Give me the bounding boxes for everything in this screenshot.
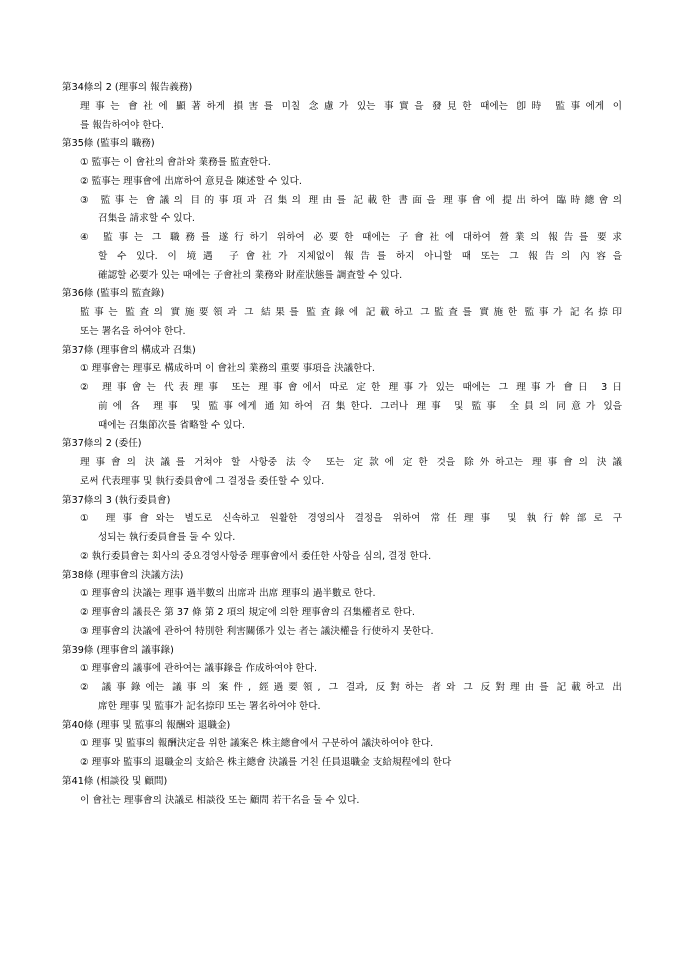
clause-continuation-line: 前에 各 理事 및 監事에게 通知하여 召集한다. 그러나 理事 및 監事 全員의 同意가 있을	[98, 400, 622, 412]
article-heading: 第39條 (理事會의 議事錄)	[62, 644, 174, 656]
article-text-line: 로써 代表理事 및 執行委員會에 그 결정을 委任할 수 있다.	[80, 475, 325, 487]
clause-line: ② 議事錄에는 議事의 案件, 經過要領, 그 결과, 反對하는 者와 그 反對理由를 記載하고 出	[80, 682, 622, 693]
clause-continuation-line: 성되는 執行委員會를 둘 수 있다.	[98, 532, 236, 543]
article-text-line: 理事는 會社에 顯著하게 損害를 미칠 念慮가 있는 事實을 發見한 때에는 卽時 監事에게 이	[80, 100, 622, 112]
clause-continuation-line: 召集을 請求할 수 있다.	[98, 213, 195, 225]
article-heading: 第40條 (理事 및 監事의 報酬와 退職金)	[62, 719, 231, 731]
clause-line: ② 理事會는 代表理事 또는 理事會에서 따로 定한 理事가 있는 때에는 그 理事가 會日 3日	[80, 382, 622, 393]
clause-line: ① 理事會의 決議는 理事 過半數의 出席과 出席 理事의 過半數로 한다.	[80, 588, 376, 600]
clause-continuation-line: 席한 理事 및 監事가 記名捺印 또는 署名하여야 한다.	[98, 700, 321, 712]
clause-line: ① 理事會와는 별도로 신속하고 원활한 경영의사 결정을 위하여 常任理事 및 執行幹部로 구	[80, 513, 622, 525]
clause-line: ② 理事會의 議長은 第 37 條 第 2 項의 規定에 의한 理事會의 召集權者로 한다.	[80, 607, 415, 618]
clause-line: ④ 監事는 그 職務를 遂行하기 위하여 必要한 때에는 子會社에 대하여 營業의 報告를 要求	[80, 232, 622, 243]
article-heading: 第35條 (監事의 職務)	[62, 138, 155, 150]
article-text-line: 理事會의 決議를 거쳐야 할 사항중 法令 또는 定款에 定한 것을 除外하고는 理事會의 決議	[80, 457, 622, 468]
clause-line: ② 監事는 理事會에 出席하여 意見을 陳述할 수 있다.	[80, 175, 302, 187]
document-body	[62, 79, 622, 810]
clause-line: ① 理事 및 監事의 報酬決定을 위한 議案은 株主總會에서 구분하여 議決하여야 한다.	[80, 738, 434, 750]
clause-continuation-line: 確認할 必要가 있는 때에는 子會社의 業務와 財産狀態를 調査할 수 있다.	[98, 269, 403, 281]
article-heading: 第37條 (理事會의 構成과 召集)	[62, 344, 196, 356]
article-text-line: 이 會社는 理事會의 決議로 相談役 또는 顧問 若干名을 둘 수 있다.	[80, 794, 360, 806]
clause-continuation-line: 할 수 있다. 이 境遇 子會社가 지체없이 報告를 하지 아니할 때 또는 그 報告의 內容을	[98, 250, 622, 262]
article-heading: 第34條의 2 (理事의 報告義務)	[62, 82, 193, 93]
clause-line: ③ 監事는 會議의 目的事項과 召集의 理由를 記載한 書面을 理事會에 提出하여 臨時總會의	[80, 194, 622, 206]
clause-line: ③ 理事會의 決議에 관하여 特別한 利害關係가 있는 者는 議決權을 行使하지 못한다.	[80, 625, 434, 637]
article-text-line: 를 報告하여야 한다.	[80, 119, 164, 131]
clause-line: ① 監事는 이 會社의 會計와 業務를 監査한다.	[80, 157, 271, 168]
clause-line: ① 理事會는 理事로 構成하며 이 會社의 業務의 重要 事項을 決議한다.	[80, 363, 375, 375]
article-text-line: 監事는 監査의 實施要領과 그 結果를 監査錄에 記載하고 그監査를 實施한 監事가 記名捺印	[80, 307, 622, 318]
clause-line: ① 理事會의 議事에 관하여는 議事錄을 作成하여야 한다.	[80, 663, 318, 675]
clause-line: ② 執行委員會는 회사의 중요경영사항중 理事會에서 委任한 사항을 심의, 결정 한다.	[80, 550, 432, 562]
article-heading: 第37條의 2 (委任)	[62, 438, 142, 450]
clause-line: ② 理事와 監事의 退職金의 支給은 株主總會 決議를 거친 任員退職金 支給規程에의 한다	[80, 757, 452, 768]
article-heading: 第36條 (監事의 監査錄)	[62, 288, 165, 300]
clause-continuation-line: 때에는 召集節次를 省略할 수 있다.	[98, 419, 245, 431]
article-heading: 第38條 (理事會의 決議方法)	[62, 569, 184, 581]
article-text-line: 또는 署名을 하여야 한다.	[80, 325, 186, 337]
article-heading: 第37條의 3 (執行委員會)	[62, 494, 171, 506]
article-heading: 第41條 (相談役 및 顧問)	[62, 775, 168, 787]
